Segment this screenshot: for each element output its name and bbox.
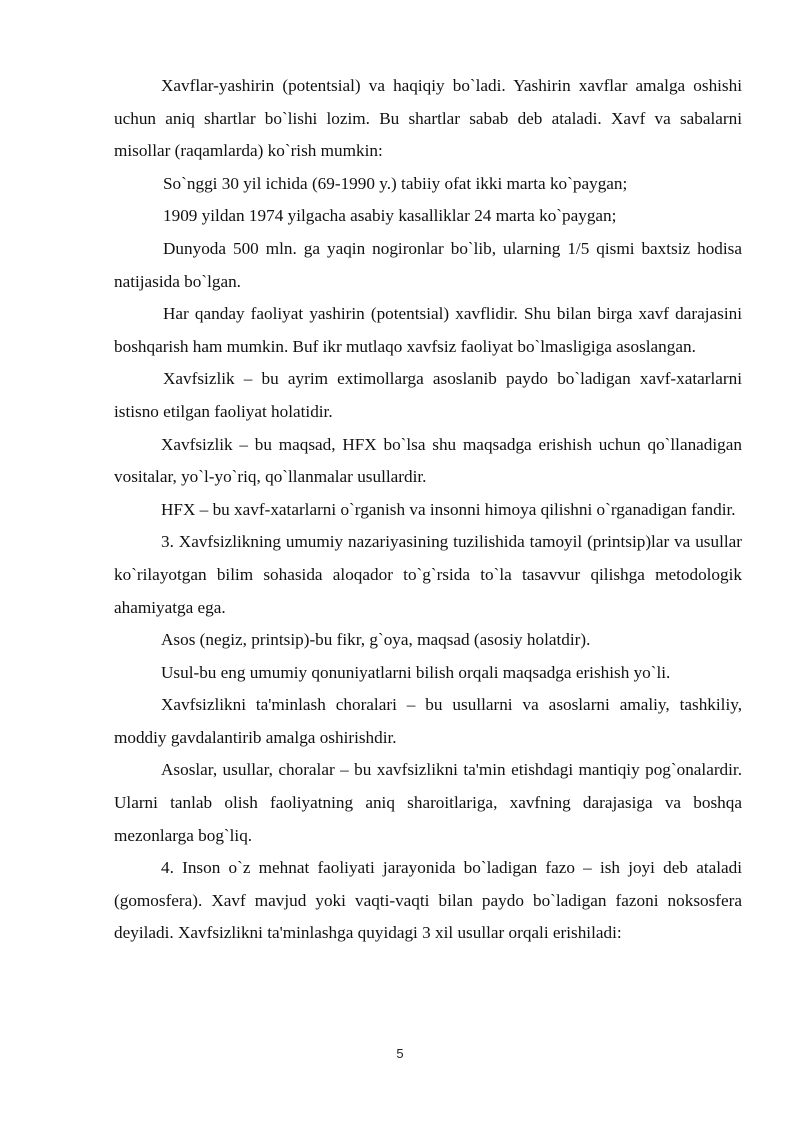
paragraph-nervous-diseases: 1909 yildan 1974 yilgacha asabiy kasalliklar 24 marta ko`paygan; (163, 206, 617, 226)
paragraph-workplace: 4. Inson o`z mehnat faoliyati jarayonida bo`ladigan fazo – ish joyi deb ataladi (gomosfera). Xavf mavjud yoki vaqti-vaqti bilan paydo bo`ladigan fazoni noksosfera deyiladi. Xavfsizlikni ta'minlashga quyidagi 3 xil usullar orqali erishiladi: (114, 858, 742, 943)
paragraph-safety-goal: Xavfsizlik – bu maqsad, HFX bo`lsa shu maqsadga erishish uchun qo`llanadigan vositalar, yo`l-yo`riq, qo`llanmalar usullardir. (114, 434, 742, 487)
paragraph-natural-disasters: So`nggi 30 yil ichida (69-1990 y.) tabiiy ofat ikki marta ko`paygan; (163, 173, 628, 193)
paragraph-disabled-people: Dunyoda 500 mln. ga yaqin nogironlar bo`lib, ularning 1/5 qismi baxtsiz hodisa natijasida bo`lgan. (114, 238, 742, 291)
body-text (114, 70, 742, 950)
paragraph-method-definition: Usul-bu eng umumiy qonuniyatlarni bilish orqali maqsadga erishish yo`li. (161, 662, 671, 682)
paragraph-safety-measures: Xavfsizlikni ta'minlash choralari – bu usullarni va asoslarni amaliy, tashkiliy, moddiy gavdalantirib amalga oshirishdir. (114, 695, 742, 747)
paragraph-theory-principles: 3. Xavfsizlikning umumiy nazariyasining tuzilishida tamoyil (printsip)lar va usullar ko`rilayotgan bilim sohasida aloqador to`g`rsida to`la tasavvur qilishga metodologik ahamiyatga ega. (114, 532, 742, 617)
paragraph-any-activity: Har qanday faoliyat yashirin (potentsial) xavflidir. Shu bilan birga xavf darajasini boshqarish ham mumkin. Buf ikr mutlaqo xavfsiz faoliyat bo`lmasligiga asoslangan. (114, 304, 742, 356)
paragraph-safety-definition: Xavfsizlik – bu ayrim extimollarga asoslanib paydo bo`ladigan xavf-xatarlarni istisno etilgan faoliyat holatidir. (114, 369, 742, 421)
paragraph-logical-steps: Asoslar, usullar, choralar – bu xavfsizlikni ta'min etishdagi mantiqiy pog`onalardir. Ularni tanlab olish faoliyatning aniq sharoitlariga, xavfning darajasiga va boshqa mezonlarga bog`liq. (114, 760, 742, 845)
paragraph-hazard-types: Xavflar-yashirin (potentsial) va haqiqiy bo`ladi. Yashirin xavflar amalga oshishi uchun aniq shartlar bo`lishi lozim. Bu shartlar sabab deb ataladi. Xavf va sabalarni misollar (raqamlarda) ko`rish mumkin: (114, 76, 742, 161)
page-number: 5 (396, 1046, 404, 1061)
paragraph-hfx-definition: HFX – bu xavf-xatarlarni o`rganish va insonni himoya qilishni o`rganadigan fandir. (161, 499, 736, 519)
paragraph-principle-definition: Asos (negiz, printsip)-bu fikr, g`oya, maqsad (asosiy holatdir). (161, 630, 591, 650)
